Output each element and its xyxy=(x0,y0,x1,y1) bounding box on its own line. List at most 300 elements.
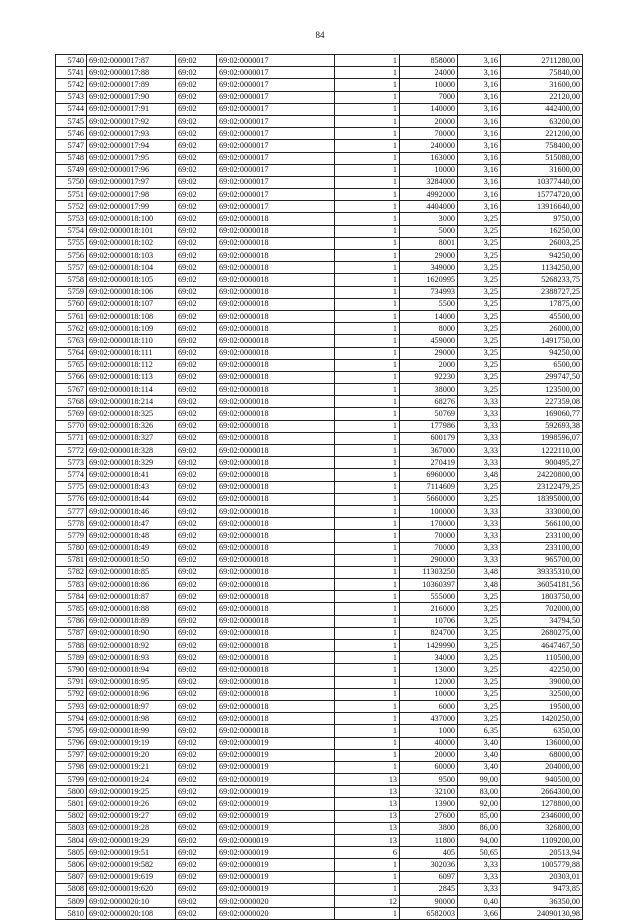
cadastral-number-cell: 69:02:0000017:99 xyxy=(87,201,176,213)
cadastral-number-cell: 69:02:0000018:49 xyxy=(87,542,176,554)
cadastral-value-cell: 34794,50 xyxy=(501,615,583,627)
district-code-cell: 69:02 xyxy=(176,481,217,493)
category-code-cell: 1 xyxy=(335,396,400,408)
row-number-cell: 5767 xyxy=(56,384,87,396)
table-row xyxy=(56,786,583,798)
rate-value-cell: 0,40 xyxy=(458,895,501,907)
category-code-cell: 13 xyxy=(335,786,400,798)
rate-value-cell: 3,25 xyxy=(458,298,501,310)
district-code-cell: 69:02 xyxy=(176,725,217,737)
table-row xyxy=(56,457,583,469)
row-number-cell: 5793 xyxy=(56,700,87,712)
category-code-cell: 1 xyxy=(335,91,400,103)
table-body xyxy=(56,55,583,920)
category-code-cell: 1 xyxy=(335,445,400,457)
table-row xyxy=(56,615,583,627)
area-value-cell: 90000 xyxy=(400,895,458,907)
quarter-number-cell: 69:02:0000018 xyxy=(217,554,335,566)
cadastral-value-cell: 110500,00 xyxy=(501,652,583,664)
cadastral-value-cell: 940500,00 xyxy=(501,774,583,786)
quarter-number-cell: 69:02:0000017 xyxy=(217,201,335,213)
district-code-cell: 69:02 xyxy=(176,871,217,883)
rate-value-cell: 3,16 xyxy=(458,91,501,103)
rate-value-cell: 3,33 xyxy=(458,542,501,554)
category-code-cell: 1 xyxy=(335,859,400,871)
district-code-cell: 69:02 xyxy=(176,310,217,322)
cadastral-number-cell: 69:02:0000019:20 xyxy=(87,749,176,761)
cadastral-value-cell: 26003,25 xyxy=(501,237,583,249)
quarter-number-cell: 69:02:0000018 xyxy=(217,591,335,603)
district-code-cell: 69:02 xyxy=(176,895,217,907)
table-row xyxy=(56,908,583,920)
category-code-cell: 1 xyxy=(335,323,400,335)
category-code-cell: 1 xyxy=(335,579,400,591)
table-row xyxy=(56,298,583,310)
table-row xyxy=(56,115,583,127)
category-code-cell: 1 xyxy=(335,225,400,237)
cadastral-number-cell: 69:02:0000019:619 xyxy=(87,871,176,883)
cadastral-number-cell: 69:02:0000019:29 xyxy=(87,835,176,847)
category-code-cell: 1 xyxy=(335,530,400,542)
row-number-cell: 5790 xyxy=(56,664,87,676)
area-value-cell: 11303250 xyxy=(400,566,458,578)
row-number-cell: 5761 xyxy=(56,310,87,322)
quarter-number-cell: 69:02:0000019 xyxy=(217,761,335,773)
cadastral-number-cell: 69:02:0000018:85 xyxy=(87,566,176,578)
quarter-number-cell: 69:02:0000018 xyxy=(217,566,335,578)
table-row xyxy=(56,652,583,664)
quarter-number-cell: 69:02:0000018 xyxy=(217,481,335,493)
table-row xyxy=(56,822,583,834)
row-number-cell: 5784 xyxy=(56,591,87,603)
quarter-number-cell: 69:02:0000019 xyxy=(217,883,335,895)
cadastral-number-cell: 69:02:0000020:108 xyxy=(87,908,176,920)
row-number-cell: 5787 xyxy=(56,627,87,639)
rate-value-cell: 3,16 xyxy=(458,164,501,176)
cadastral-value-cell: 1998596,07 xyxy=(501,432,583,444)
district-code-cell: 69:02 xyxy=(176,189,217,201)
cadastral-value-cell: 1803750,00 xyxy=(501,591,583,603)
quarter-number-cell: 69:02:0000018 xyxy=(217,371,335,383)
table-row xyxy=(56,871,583,883)
category-code-cell: 1 xyxy=(335,664,400,676)
cadastral-number-cell: 69:02:0000017:97 xyxy=(87,176,176,188)
cadastral-value-cell: 19500,00 xyxy=(501,700,583,712)
district-code-cell: 69:02 xyxy=(176,493,217,505)
row-number-cell: 5747 xyxy=(56,140,87,152)
quarter-number-cell: 69:02:0000018 xyxy=(217,420,335,432)
cadastral-number-cell: 69:02:0000018:50 xyxy=(87,554,176,566)
area-value-cell: 29000 xyxy=(400,347,458,359)
cadastral-value-cell: 5268233,75 xyxy=(501,274,583,286)
cadastral-value-cell: 136000,00 xyxy=(501,737,583,749)
table-row xyxy=(56,67,583,79)
district-code-cell: 69:02 xyxy=(176,274,217,286)
district-code-cell: 69:02 xyxy=(176,518,217,530)
rate-value-cell: 86,00 xyxy=(458,822,501,834)
row-number-cell: 5770 xyxy=(56,420,87,432)
cadastral-value-cell: 94250,00 xyxy=(501,347,583,359)
cadastral-number-cell: 69:02:0000018:111 xyxy=(87,347,176,359)
row-number-cell: 5744 xyxy=(56,103,87,115)
quarter-number-cell: 69:02:0000019 xyxy=(217,859,335,871)
cadastral-value-cell: 326800,00 xyxy=(501,822,583,834)
cadastral-number-cell: 69:02:0000018:48 xyxy=(87,530,176,542)
rate-value-cell: 3,16 xyxy=(458,201,501,213)
category-code-cell: 1 xyxy=(335,505,400,517)
row-number-cell: 5803 xyxy=(56,822,87,834)
district-code-cell: 69:02 xyxy=(176,262,217,274)
table-row xyxy=(56,774,583,786)
row-number-cell: 5763 xyxy=(56,335,87,347)
quarter-number-cell: 69:02:0000018 xyxy=(217,640,335,652)
quarter-number-cell: 69:02:0000018 xyxy=(217,262,335,274)
row-number-cell: 5745 xyxy=(56,115,87,127)
cadastral-number-cell: 69:02:0000017:92 xyxy=(87,115,176,127)
area-value-cell: 10000 xyxy=(400,79,458,91)
area-value-cell: 349000 xyxy=(400,262,458,274)
row-number-cell: 5797 xyxy=(56,749,87,761)
cadastral-number-cell: 69:02:0000017:94 xyxy=(87,140,176,152)
table-row xyxy=(56,274,583,286)
rate-value-cell: 3,16 xyxy=(458,176,501,188)
quarter-number-cell: 69:02:0000019 xyxy=(217,871,335,883)
table-row xyxy=(56,189,583,201)
area-value-cell: 10360397 xyxy=(400,579,458,591)
category-code-cell: 1 xyxy=(335,761,400,773)
table-row xyxy=(56,859,583,871)
cadastral-value-cell: 39335310,00 xyxy=(501,566,583,578)
cadastral-value-cell: 31600,00 xyxy=(501,164,583,176)
rate-value-cell: 3,25 xyxy=(458,237,501,249)
row-number-cell: 5759 xyxy=(56,286,87,298)
table-row xyxy=(56,55,583,67)
quarter-number-cell: 69:02:0000018 xyxy=(217,347,335,359)
quarter-number-cell: 69:02:0000019 xyxy=(217,847,335,859)
area-value-cell: 68276 xyxy=(400,396,458,408)
rate-value-cell: 3,16 xyxy=(458,67,501,79)
row-number-cell: 5740 xyxy=(56,55,87,67)
row-number-cell: 5742 xyxy=(56,79,87,91)
rate-value-cell: 3,40 xyxy=(458,749,501,761)
area-value-cell: 27600 xyxy=(400,810,458,822)
rate-value-cell: 3,25 xyxy=(458,371,501,383)
cadastral-number-cell: 69:02:0000018:98 xyxy=(87,713,176,725)
cadastral-value-cell: 24220800,00 xyxy=(501,469,583,481)
quarter-number-cell: 69:02:0000018 xyxy=(217,250,335,262)
category-code-cell: 1 xyxy=(335,749,400,761)
rate-value-cell: 3,33 xyxy=(458,518,501,530)
cadastral-value-cell: 6350,00 xyxy=(501,725,583,737)
quarter-number-cell: 69:02:0000018 xyxy=(217,579,335,591)
rate-value-cell: 3,33 xyxy=(458,457,501,469)
table-row xyxy=(56,725,583,737)
cadastral-value-cell: 515080,00 xyxy=(501,152,583,164)
category-code-cell: 1 xyxy=(335,371,400,383)
rate-value-cell: 3,33 xyxy=(458,420,501,432)
cadastral-number-cell: 69:02:0000019:26 xyxy=(87,798,176,810)
area-value-cell: 270419 xyxy=(400,457,458,469)
category-code-cell: 1 xyxy=(335,347,400,359)
area-value-cell: 3800 xyxy=(400,822,458,834)
area-value-cell: 1429990 xyxy=(400,640,458,652)
area-value-cell: 10000 xyxy=(400,688,458,700)
category-code-cell: 1 xyxy=(335,554,400,566)
cadastral-value-cell: 20513,94 xyxy=(501,847,583,859)
row-number-cell: 5766 xyxy=(56,371,87,383)
table-row xyxy=(56,737,583,749)
area-value-cell: 6097 xyxy=(400,871,458,883)
rate-value-cell: 6,35 xyxy=(458,725,501,737)
rate-value-cell: 3,25 xyxy=(458,713,501,725)
row-number-cell: 5782 xyxy=(56,566,87,578)
cadastral-number-cell: 69:02:0000018:101 xyxy=(87,225,176,237)
cadastral-value-cell: 23122479,25 xyxy=(501,481,583,493)
rate-value-cell: 3,16 xyxy=(458,103,501,115)
cadastral-number-cell: 69:02:0000017:89 xyxy=(87,79,176,91)
row-number-cell: 5805 xyxy=(56,847,87,859)
table-row xyxy=(56,676,583,688)
district-code-cell: 69:02 xyxy=(176,688,217,700)
area-value-cell: 3284000 xyxy=(400,176,458,188)
quarter-number-cell: 69:02:0000019 xyxy=(217,786,335,798)
table-row xyxy=(56,700,583,712)
quarter-number-cell: 69:02:0000017 xyxy=(217,176,335,188)
quarter-number-cell: 69:02:0000018 xyxy=(217,323,335,335)
rate-value-cell: 3,33 xyxy=(458,432,501,444)
cadastral-number-cell: 69:02:0000018:94 xyxy=(87,664,176,676)
rate-value-cell: 3,25 xyxy=(458,384,501,396)
district-code-cell: 69:02 xyxy=(176,603,217,615)
district-code-cell: 69:02 xyxy=(176,432,217,444)
row-number-cell: 5755 xyxy=(56,237,87,249)
quarter-number-cell: 69:02:0000018 xyxy=(217,310,335,322)
row-number-cell: 5756 xyxy=(56,250,87,262)
rate-value-cell: 3,33 xyxy=(458,859,501,871)
quarter-number-cell: 69:02:0000019 xyxy=(217,749,335,761)
rate-value-cell: 3,16 xyxy=(458,128,501,140)
quarter-number-cell: 69:02:0000019 xyxy=(217,835,335,847)
cadastral-value-cell: 1222110,00 xyxy=(501,445,583,457)
cadastral-number-cell: 69:02:0000018:102 xyxy=(87,237,176,249)
district-code-cell: 69:02 xyxy=(176,798,217,810)
table-row xyxy=(56,164,583,176)
rate-value-cell: 3,25 xyxy=(458,676,501,688)
area-value-cell: 459000 xyxy=(400,335,458,347)
quarter-number-cell: 69:02:0000018 xyxy=(217,664,335,676)
table-row xyxy=(56,505,583,517)
rate-value-cell: 3,33 xyxy=(458,505,501,517)
table-row xyxy=(56,396,583,408)
quarter-number-cell: 69:02:0000017 xyxy=(217,67,335,79)
cadastral-number-cell: 69:02:0000018:100 xyxy=(87,213,176,225)
table-row xyxy=(56,798,583,810)
table-row xyxy=(56,566,583,578)
category-code-cell: 13 xyxy=(335,822,400,834)
area-value-cell: 290000 xyxy=(400,554,458,566)
area-value-cell: 734993 xyxy=(400,286,458,298)
category-code-cell: 1 xyxy=(335,55,400,67)
area-value-cell: 6582003 xyxy=(400,908,458,920)
table-row xyxy=(56,664,583,676)
category-code-cell: 1 xyxy=(335,128,400,140)
district-code-cell: 69:02 xyxy=(176,335,217,347)
quarter-number-cell: 69:02:0000017 xyxy=(217,128,335,140)
district-code-cell: 69:02 xyxy=(176,103,217,115)
area-value-cell: 367000 xyxy=(400,445,458,457)
row-number-cell: 5781 xyxy=(56,554,87,566)
table-row xyxy=(56,542,583,554)
area-value-cell: 6000 xyxy=(400,700,458,712)
row-number-cell: 5754 xyxy=(56,225,87,237)
quarter-number-cell: 69:02:0000017 xyxy=(217,55,335,67)
row-number-cell: 5809 xyxy=(56,895,87,907)
row-number-cell: 5806 xyxy=(56,859,87,871)
row-number-cell: 5779 xyxy=(56,530,87,542)
area-value-cell: 555000 xyxy=(400,591,458,603)
cadastral-value-cell: 18395000,00 xyxy=(501,493,583,505)
cadastral-value-cell: 123500,00 xyxy=(501,384,583,396)
cadastral-number-cell: 69:02:0000018:46 xyxy=(87,505,176,517)
rate-value-cell: 3,25 xyxy=(458,664,501,676)
area-value-cell: 3000 xyxy=(400,213,458,225)
category-code-cell: 1 xyxy=(335,432,400,444)
rate-value-cell: 3,25 xyxy=(458,335,501,347)
rate-value-cell: 3,40 xyxy=(458,737,501,749)
category-code-cell: 1 xyxy=(335,688,400,700)
table-row xyxy=(56,128,583,140)
cadastral-value-cell: 1420250,00 xyxy=(501,713,583,725)
cadastral-number-cell: 69:02:0000018:103 xyxy=(87,250,176,262)
cadastral-value-cell: 2711280,00 xyxy=(501,55,583,67)
district-code-cell: 69:02 xyxy=(176,408,217,420)
district-code-cell: 69:02 xyxy=(176,822,217,834)
cadastral-number-cell: 69:02:0000019:582 xyxy=(87,859,176,871)
row-number-cell: 5752 xyxy=(56,201,87,213)
table-row xyxy=(56,262,583,274)
category-code-cell: 6 xyxy=(335,847,400,859)
table-row xyxy=(56,554,583,566)
district-code-cell: 69:02 xyxy=(176,250,217,262)
quarter-number-cell: 69:02:0000018 xyxy=(217,688,335,700)
table-row xyxy=(56,493,583,505)
area-value-cell: 1000 xyxy=(400,725,458,737)
district-code-cell: 69:02 xyxy=(176,749,217,761)
cadastral-value-cell: 221200,00 xyxy=(501,128,583,140)
cadastral-value-cell: 15774720,00 xyxy=(501,189,583,201)
district-code-cell: 69:02 xyxy=(176,737,217,749)
quarter-number-cell: 69:02:0000018 xyxy=(217,445,335,457)
quarter-number-cell: 69:02:0000018 xyxy=(217,518,335,530)
cadastral-number-cell: 69:02:0000018:108 xyxy=(87,310,176,322)
cadastral-value-cell: 17875,00 xyxy=(501,298,583,310)
area-value-cell: 29000 xyxy=(400,250,458,262)
row-number-cell: 5743 xyxy=(56,91,87,103)
table-row xyxy=(56,201,583,213)
district-code-cell: 69:02 xyxy=(176,505,217,517)
row-number-cell: 5777 xyxy=(56,505,87,517)
table-row xyxy=(56,603,583,615)
table-row xyxy=(56,384,583,396)
row-number-cell: 5753 xyxy=(56,213,87,225)
area-value-cell: 24000 xyxy=(400,67,458,79)
category-code-cell: 1 xyxy=(335,591,400,603)
row-number-cell: 5768 xyxy=(56,396,87,408)
cadastral-value-cell: 20303,01 xyxy=(501,871,583,883)
quarter-number-cell: 69:02:0000019 xyxy=(217,798,335,810)
cadastral-number-cell: 69:02:0000018:97 xyxy=(87,700,176,712)
district-code-cell: 69:02 xyxy=(176,627,217,639)
category-code-cell: 1 xyxy=(335,700,400,712)
cadastral-value-cell: 39000,00 xyxy=(501,676,583,688)
cadastral-number-cell: 69:02:0000019:24 xyxy=(87,774,176,786)
cadastral-number-cell: 69:02:0000018:214 xyxy=(87,396,176,408)
quarter-number-cell: 69:02:0000017 xyxy=(217,140,335,152)
rate-value-cell: 3,25 xyxy=(458,652,501,664)
table-row xyxy=(56,530,583,542)
rate-value-cell: 83,00 xyxy=(458,786,501,798)
cadastral-value-cell: 94250,00 xyxy=(501,250,583,262)
row-number-cell: 5764 xyxy=(56,347,87,359)
cadastral-value-cell: 9750,00 xyxy=(501,213,583,225)
area-value-cell: 2000 xyxy=(400,359,458,371)
cadastral-value-cell: 1278800,00 xyxy=(501,798,583,810)
cadastral-value-cell: 31600,00 xyxy=(501,79,583,91)
quarter-number-cell: 69:02:0000017 xyxy=(217,91,335,103)
row-number-cell: 5786 xyxy=(56,615,87,627)
table-row xyxy=(56,895,583,907)
rate-value-cell: 3,25 xyxy=(458,250,501,262)
table-row xyxy=(56,103,583,115)
category-code-cell: 1 xyxy=(335,493,400,505)
rate-value-cell: 3,25 xyxy=(458,262,501,274)
cadastral-number-cell: 69:02:0000018:326 xyxy=(87,420,176,432)
area-value-cell: 4404000 xyxy=(400,201,458,213)
area-value-cell: 12000 xyxy=(400,676,458,688)
row-number-cell: 5789 xyxy=(56,652,87,664)
rate-value-cell: 3,48 xyxy=(458,469,501,481)
cadastral-number-cell: 69:02:0000017:88 xyxy=(87,67,176,79)
row-number-cell: 5771 xyxy=(56,432,87,444)
table-row xyxy=(56,347,583,359)
cadastral-value-cell: 68000,00 xyxy=(501,749,583,761)
row-number-cell: 5758 xyxy=(56,274,87,286)
cadastral-number-cell: 69:02:0000018:107 xyxy=(87,298,176,310)
area-value-cell: 163000 xyxy=(400,152,458,164)
row-number-cell: 5773 xyxy=(56,457,87,469)
area-value-cell: 5000 xyxy=(400,225,458,237)
district-code-cell: 69:02 xyxy=(176,859,217,871)
category-code-cell: 1 xyxy=(335,713,400,725)
rate-value-cell: 3,16 xyxy=(458,140,501,152)
cadastral-number-cell: 69:02:0000017:87 xyxy=(87,55,176,67)
category-code-cell: 1 xyxy=(335,335,400,347)
table-row xyxy=(56,445,583,457)
cadastral-value-cell: 26000,00 xyxy=(501,323,583,335)
category-code-cell: 1 xyxy=(335,103,400,115)
quarter-number-cell: 69:02:0000018 xyxy=(217,298,335,310)
rate-value-cell: 3,25 xyxy=(458,640,501,652)
cadastral-value-cell: 45500,00 xyxy=(501,310,583,322)
rate-value-cell: 3,25 xyxy=(458,627,501,639)
row-number-cell: 5765 xyxy=(56,359,87,371)
area-value-cell: 20000 xyxy=(400,115,458,127)
rate-value-cell: 3,48 xyxy=(458,566,501,578)
area-value-cell: 240000 xyxy=(400,140,458,152)
category-code-cell: 1 xyxy=(335,469,400,481)
row-number-cell: 5792 xyxy=(56,688,87,700)
quarter-number-cell: 69:02:0000018 xyxy=(217,542,335,554)
